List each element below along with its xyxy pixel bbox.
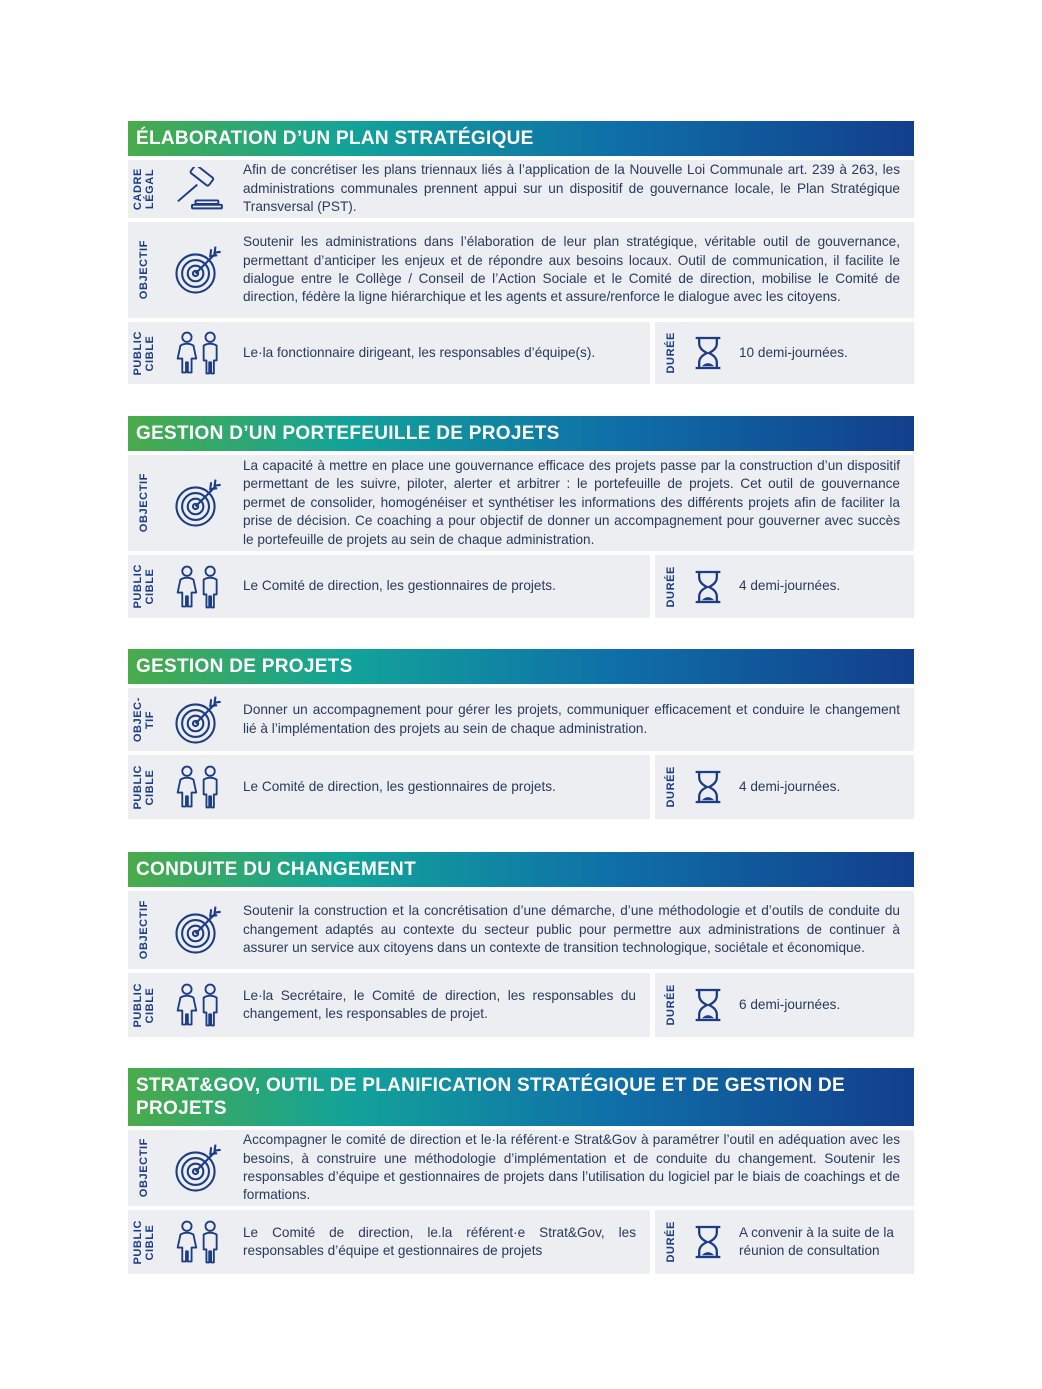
public-text: Le·la Secrétaire, le Comité de direction, les responsables du changement, les responsables de projet. [243,987,636,1021]
legal-label: CADRE LÉGAL [132,167,156,211]
duration-label: DURÉE [665,332,677,374]
people-icon [173,982,225,1028]
objective-label: OBJECTIF [138,473,150,533]
duration-row [655,322,914,384]
objective-label: OBJECTIF [138,900,150,960]
objective-label: OBJECTIF [138,240,150,300]
public-row [128,973,650,1037]
duration-text: 4 demi-journées. [739,778,841,794]
hourglass-icon [693,987,723,1023]
objective-text: La capacité à mettre en place une gouvernance efficace des projets passe par la construction d’un dispositif permettant de les suivre, piloter, alerter et arbitrer : le portefeuille de projets. Cet outil de gouvernance permet de consolider, homogénéiser et synthétiser les informations des différents projets afin de faciliter la prise de décision. Ce coaching a pour objectif de donner un accompagnement pour gouverner avec succès le portefeuille de projets au sein de chaque administration. [243,457,900,547]
section-plan-strategique [128,121,914,388]
target-arrow-icon [173,477,225,529]
hourglass-icon [693,335,723,371]
public-label: PUBLIC CIBLE [132,764,156,810]
public-text: Le·la fonctionnaire dirigeant, les responsables d’équipe(s). [243,344,596,360]
duration-label: DURÉE [665,1221,677,1263]
legal-framework-row [128,160,914,218]
duration-label: DURÉE [665,984,677,1026]
duration-label: DURÉE [665,565,677,608]
public-row [128,322,650,384]
section-title: STRAT&GOV, OUTIL DE PLANIFICATION STRATÉGIQUE ET DE GESTION DE PROJETS [128,1068,914,1126]
objective-row [128,891,914,969]
objective-label: OBJECTIF [138,1138,150,1198]
hourglass-icon [693,569,723,605]
objective-row [128,688,914,751]
hourglass-icon [693,769,723,805]
objective-text: Soutenir les administrations dans l’élaboration de leur plan stratégique, véritable outil de gouvernance, permettant d’anticiper les enjeux et de répondre aux besoins locaux. Outil de communication, il facilite le dialogue entre le Collège / Conseil de l’Action Sociale et le Comité de direction, mobilise le Comité de direction, fédère la ligne hiérarchique et les agents et assure/renforce le dialogue avec les citoyens. [243,234,900,305]
objective-label: OBJEC- TIF [132,696,156,743]
duration-label: DURÉE [665,766,677,808]
section-title: GESTION DE PROJETS [128,649,914,684]
people-icon [173,764,225,810]
section-title: GESTION D’UN PORTEFEUILLE DE PROJETS [128,416,914,451]
duration-row [655,973,914,1037]
public-label: PUBLIC CIBLE [132,564,156,609]
gavel-icon [172,167,226,211]
objective-row [128,455,914,551]
legal-text: Afin de concrétiser les plans triennaux liés à l’application de la Nouvelle Loi Communale art. 239 à 263, les administrations communales prennent appui sur un dispositif de gouvernance locale, le Plan Stratégique Transversal (PST). [243,162,900,215]
section-title: ÉLABORATION D’UN PLAN STRATÉGIQUE [128,121,914,156]
public-label: PUBLIC CIBLE [132,330,156,376]
duration-text: 10 demi-journées. [739,344,848,360]
target-arrow-icon [173,1142,225,1194]
section-conduite-changement [128,852,914,1041]
section-title: CONDUITE DU CHANGEMENT [128,852,914,887]
public-text: Le Comité de direction, le.la référent·e Strat&Gov, les responsables d’équipe et gestionnaires de projets [243,1224,636,1258]
public-row [128,755,650,819]
people-icon [173,330,225,376]
objective-row [128,222,914,318]
duration-text: 4 demi-journées. [739,578,841,594]
hourglass-icon [693,1224,723,1260]
duration-row [655,555,914,618]
section-portefeuille-projets [128,416,914,622]
public-label: PUBLIC CIBLE [132,1219,156,1265]
target-arrow-icon [173,244,225,296]
people-icon [173,564,225,610]
objective-row [128,1130,914,1206]
objective-text: Donner un accompagnement pour gérer les projets, communiquer efficacement et conduire le changement lié à l’implémentation des projets au sein de chaque administration. [243,702,900,736]
target-arrow-icon [173,904,225,956]
duration-row [655,755,914,819]
target-arrow-icon [173,694,225,746]
public-row [128,555,650,618]
duration-row [655,1210,914,1274]
section-stratgov [128,1068,914,1278]
duration-text: 6 demi-journées. [739,996,841,1012]
public-text: Le Comité de direction, les gestionnaires de projets. [243,578,556,594]
people-icon [173,1219,225,1265]
duration-text: A convenir à la suite de la réunion de consultation [739,1224,894,1258]
objective-text: Accompagner le comité de direction et le·la référent·e Strat&Gov à paramétrer l’outil en adéquation avec les besoins, à construire une méthodologie d’implémentation et de conduite du changement. Soutenir les responsables d’équipe et gestionnaires de projets dans l’utilisation du logiciel par le biais de coachings et de formations. [243,1132,900,1203]
public-label: PUBLIC CIBLE [132,982,156,1028]
objective-text: Soutenir la construction et la concrétisation d’une démarche, d’une méthodologie et d’outils de conduite du changement adaptés au contexte du secteur public pour permettre aux administrations de continuer à assurer un service aux citoyens dans un contexte de transition technologique, sociétale et économique. [243,903,900,956]
section-gestion-projets [128,649,914,823]
public-text: Le Comité de direction, les gestionnaires de projets. [243,778,556,794]
public-row [128,1210,650,1274]
